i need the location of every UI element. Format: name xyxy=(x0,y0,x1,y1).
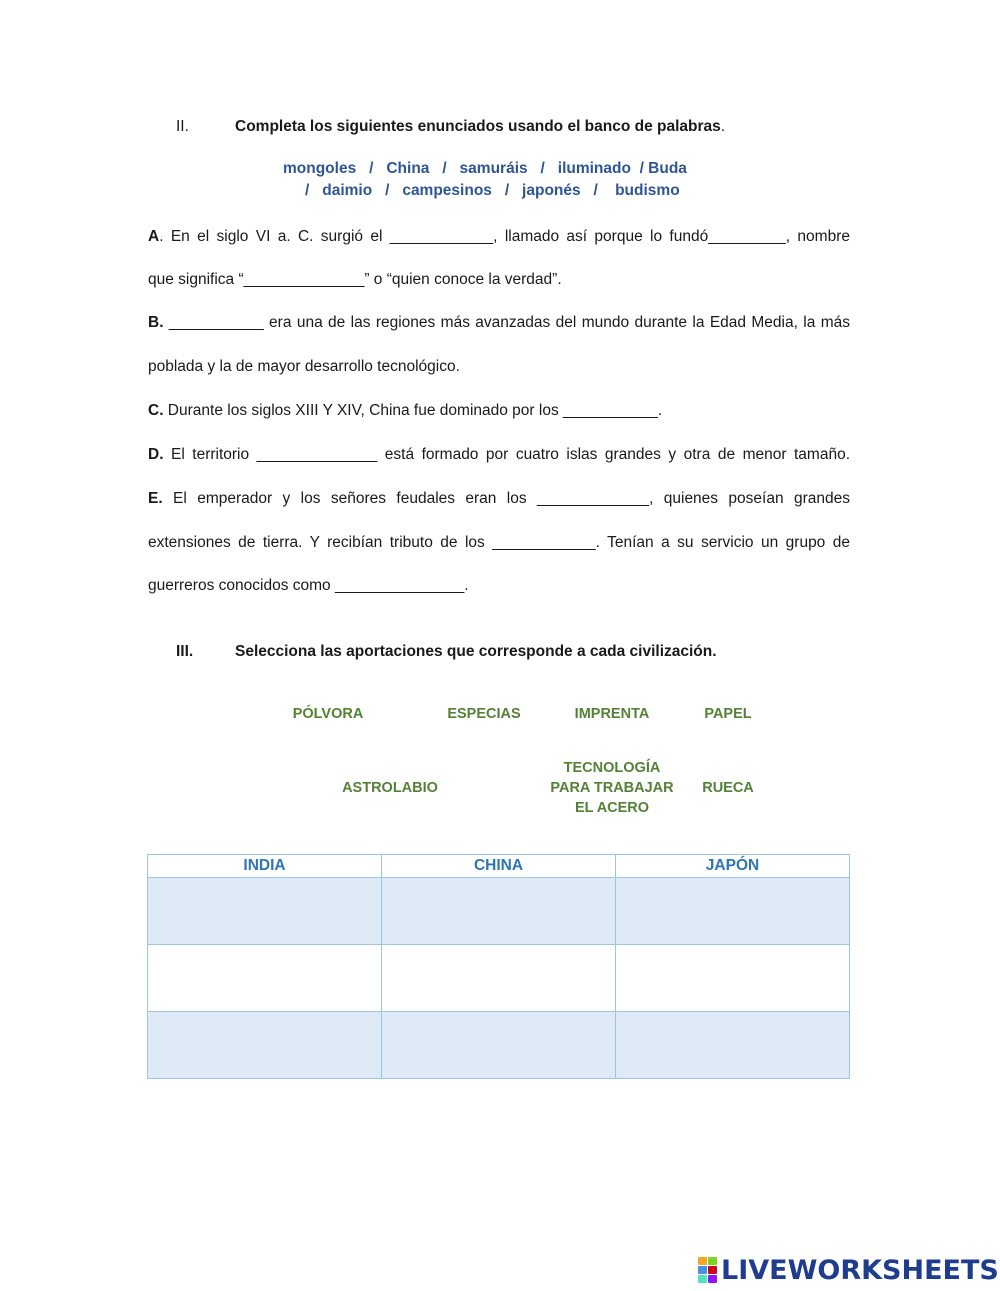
logo-block-4 xyxy=(708,1266,717,1274)
logo-block-3 xyxy=(698,1266,707,1274)
answer-word-tecnologia[interactable] xyxy=(542,758,682,818)
answer-word-tecnologia-line-1: TECNOLOGÍA xyxy=(563,760,661,776)
statement-c-line-1 xyxy=(148,401,662,421)
section-2-instruction-text: Completa los siguientes enunciados usando el banco de palabras xyxy=(235,118,721,135)
answer-word-tecnologia-line-2: PARA TRABAJAR xyxy=(550,780,674,796)
drop-cell-china-1[interactable] xyxy=(382,878,616,945)
drop-cell-india-1[interactable] xyxy=(148,878,382,945)
liveworksheets-logo xyxy=(698,1256,999,1284)
statement-a-line-1 xyxy=(148,227,850,247)
statement-c-letter: C. xyxy=(148,402,164,419)
statement-e-line-2: extensiones de tierra. Y recibían tributo de los ____________. Tenían a su servicio un grupo de xyxy=(148,534,850,551)
drop-cell-japon-3[interactable] xyxy=(616,1012,850,1079)
statement-b-text-1: ___________ era una de las regiones más avanzadas del mundo durante la Edad Media, la más xyxy=(163,314,850,331)
statement-e-letter: E. xyxy=(148,490,163,507)
logo-block-1 xyxy=(698,1257,707,1265)
statement-e-line-3: guerreros conocidos como _______________. xyxy=(148,577,469,594)
statement-a-line-2: que significa “______________” o “quien conoce la verdad”. xyxy=(148,271,562,288)
table-row xyxy=(148,1012,850,1079)
liveworksheets-logo-icon xyxy=(698,1257,717,1283)
table-header-china: CHINA xyxy=(382,855,616,878)
answer-word-especias[interactable]: ESPECIAS xyxy=(447,706,521,722)
table-header-row xyxy=(148,855,850,878)
statement-a-letter: A xyxy=(148,228,160,245)
section-2-instruction-period: . xyxy=(720,118,726,135)
logo-block-5 xyxy=(698,1275,707,1283)
statement-d-text-1: El territorio ______________ está formado por cuatro islas grandes y otra de menor tamaño. xyxy=(163,446,850,463)
answer-word-tecnologia-line-3: EL ACERO xyxy=(574,800,650,816)
statement-d-letter: D. xyxy=(148,446,164,463)
statement-a-text-1: . En el siglo VI a. C. surgió el ____________, llamado así porque lo fundó_________, nombre xyxy=(159,228,850,245)
drop-cell-japon-2[interactable] xyxy=(616,945,850,1012)
statement-c-text-1: Durante los siglos XIII Y XIV, China fue dominado por los ___________. xyxy=(163,402,663,419)
answer-word-polvora[interactable]: PÓLVORA xyxy=(292,706,364,722)
logo-block-2 xyxy=(708,1257,717,1265)
section-3-number: III. xyxy=(176,643,194,660)
word-bank-line-1: mongoles / China / samuráis / iluminado / Buda xyxy=(283,160,687,177)
statement-e-text-1: El emperador y los señores feudales eran los _____________, quienes poseían grandes xyxy=(162,490,850,507)
drop-cell-india-3[interactable] xyxy=(148,1012,382,1079)
statement-b-line-2: poblada y la de mayor desarrollo tecnológico. xyxy=(148,358,460,375)
word-bank-line-2: / daimio / campesinos / japonés / budismo xyxy=(305,182,680,199)
section-2-number: II. xyxy=(176,118,189,135)
answer-word-astrolabio[interactable]: ASTROLABIO xyxy=(342,780,438,796)
statement-b-line-1 xyxy=(148,313,850,333)
answer-word-papel[interactable]: PAPEL xyxy=(704,706,752,722)
table-row xyxy=(148,878,850,945)
section-2-instruction xyxy=(235,117,725,137)
drop-cell-india-2[interactable] xyxy=(148,945,382,1012)
table-header-india: INDIA xyxy=(148,855,382,878)
drop-cell-japon-1[interactable] xyxy=(616,878,850,945)
logo-block-6 xyxy=(708,1275,717,1283)
civilization-table xyxy=(147,854,850,1079)
statement-b-letter: B. xyxy=(148,314,164,331)
answer-word-imprenta[interactable]: IMPRENTA xyxy=(574,706,650,722)
section-3-instruction: Selecciona las aportaciones que corresponde a cada civilización. xyxy=(235,643,717,660)
statement-e-line-1 xyxy=(148,489,850,509)
drop-cell-china-3[interactable] xyxy=(382,1012,616,1079)
liveworksheets-logo-text: LIVEWORKSHEETS xyxy=(721,1254,999,1286)
answer-word-rueca[interactable]: RUECA xyxy=(702,780,754,796)
drop-cell-china-2[interactable] xyxy=(382,945,616,1012)
statement-d-line-1 xyxy=(148,445,850,465)
table-row xyxy=(148,945,850,1012)
table-header-japon: JAPÓN xyxy=(616,855,850,878)
